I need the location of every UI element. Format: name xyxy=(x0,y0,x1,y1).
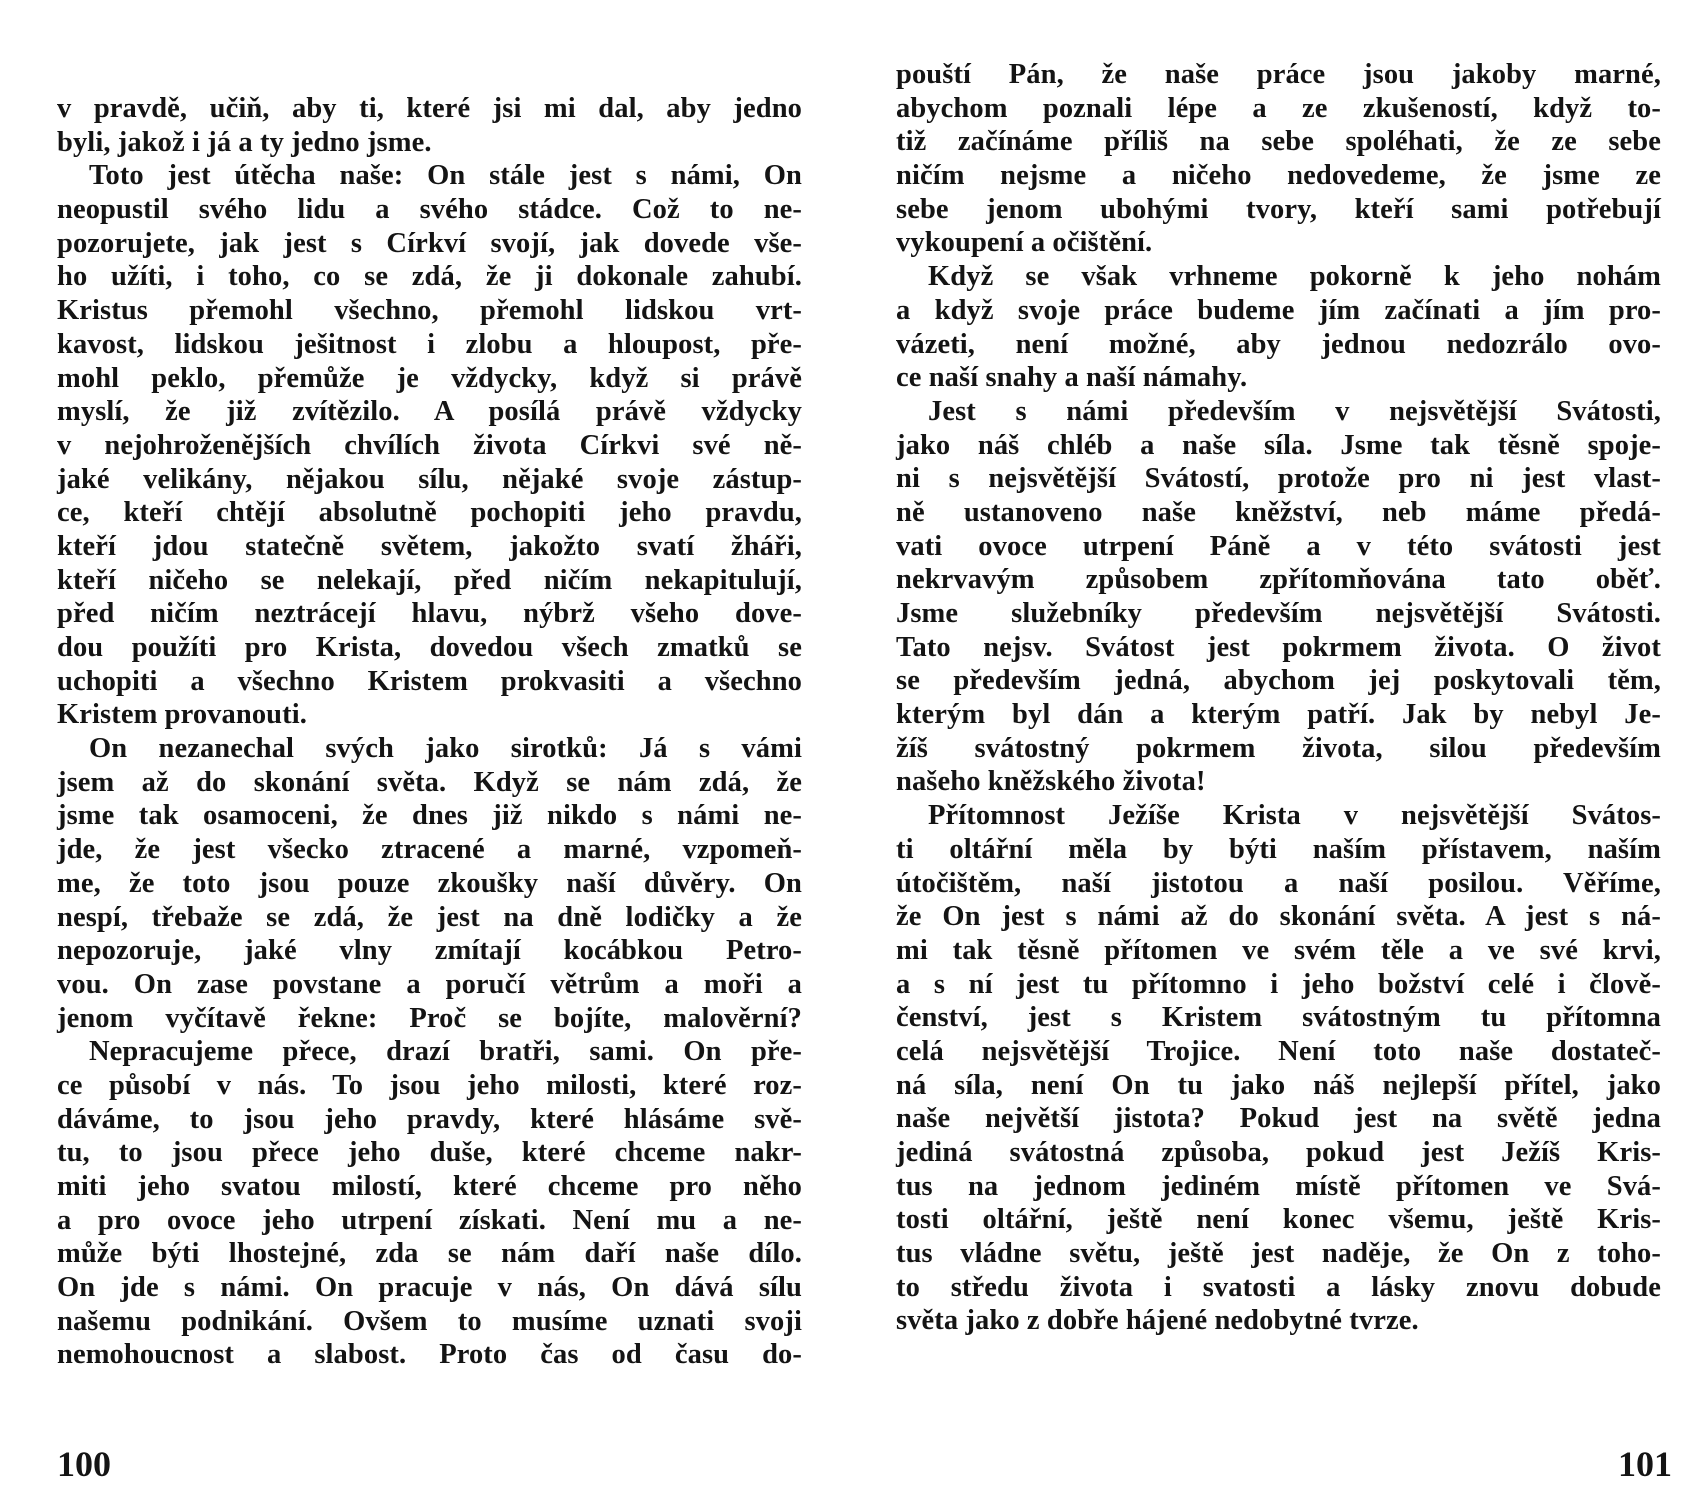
text-line: tiž začínáme příliš na sebe spoléhati, že ze sebe xyxy=(896,126,1661,158)
text-line: Toto jest útěcha naše: On stále jest s námi, On xyxy=(89,160,802,192)
text-line: Kristem provanouti. xyxy=(57,699,307,731)
text-line: tosti oltářní, ještě není konec všemu, ještě Kris- xyxy=(896,1204,1661,1236)
text-line: uchopiti a všechno Kristem prokvasiti a všechno xyxy=(57,665,802,697)
page-number-right: 101 xyxy=(1618,1444,1672,1484)
text-line: v nejohroženějších chvílích života Církvi své ně- xyxy=(57,429,802,461)
text-line: mohl peklo, přemůže je vždycky, když si právě xyxy=(57,362,802,394)
text-line: ničím nejsme a ničeho nedovedeme, že jsme ze xyxy=(896,160,1661,192)
text-line: kavost, lidskou ješitnost i zlobu a hloupost, pře- xyxy=(57,328,802,360)
text-line: ti oltářní měla by býti naším přístavem, naším xyxy=(896,833,1661,865)
text-line: me, že toto jsou pouze zkoušky naší důvěry. On xyxy=(57,867,802,899)
text-line: kteří jdou statečně světem, jakožto svatí žháři, xyxy=(57,530,802,562)
text-line: v pravdě, učiň, aby ti, které jsi mi dal, aby jedno xyxy=(57,93,802,124)
text-line: Tato nejsv. Svátost jest pokrmem života. O život xyxy=(896,631,1661,663)
text-line: jenom vyčítavě řekne: Proč se bojíte, malověrní? xyxy=(57,1002,802,1034)
text-line: jde, že jest všecko ztracené a marné, vzpomeň- xyxy=(57,834,802,866)
text-line: jsem až do skonání světa. Když se nám zdá, že xyxy=(57,766,802,798)
text-line: ni s nejsvětější Svátostí, protože pro ni jest vlast- xyxy=(896,463,1661,495)
text-line: a s ní jest tu přítomno i jeho božství celé i člově- xyxy=(896,968,1661,1000)
text-line: jsme tak osamoceni, že dnes již nikdo s námi ne- xyxy=(57,800,802,832)
text-line: pouští Pán, že naše práce jsou jakoby marné, xyxy=(896,59,1661,90)
text-line: že On jest s námi až do skonání světa. A jest s ná- xyxy=(896,901,1661,933)
text-line: kterým byl dán a kterým patří. Jak by nebyl Je- xyxy=(896,699,1661,731)
text-line: tus na jednom jediném místě přítomen ve Svá- xyxy=(896,1170,1661,1202)
text-line: nespí, třebaže se zdá, že jest na dně lodičky a že xyxy=(57,901,802,933)
text-line: Jsme služebníky především nejsvětější Svátosti. xyxy=(896,598,1661,629)
text-line: vou. On zase povstane a poručí větrům a moři a xyxy=(57,968,802,1000)
text-line: abychom poznali lépe a ze zkušeností, když to- xyxy=(896,92,1661,124)
page-number-left: 100 xyxy=(57,1444,111,1484)
text-line: našemu podnikání. Ovšem to musíme uznati svoji xyxy=(57,1305,802,1337)
text-line: ce, kteří chtějí absolutně pochopiti jeho pravdu, xyxy=(57,497,802,529)
text-line: On nezanechal svých jako sirotků: Já s vámi xyxy=(89,733,802,765)
text-line: miti jeho svatou milostí, které chceme pro něho xyxy=(57,1171,802,1202)
right-page-text xyxy=(896,58,1661,1338)
text-line: On jde s námi. On pracuje v nás, On dává sílu xyxy=(57,1272,802,1304)
text-line: Přítomnost Ježíše Krista v nejsvětější Svátos- xyxy=(928,800,1661,832)
left-page-text xyxy=(57,92,802,1372)
text-line: našeho kněžského života! xyxy=(896,766,1206,798)
text-line: světa jako z dobře hájené nedobytné tvrze. xyxy=(896,1305,1419,1337)
text-line: a pro ovoce jeho utrpení získati. Není mu a ne- xyxy=(57,1204,802,1236)
right-page xyxy=(851,0,1702,1500)
text-line: a když svoje práce budeme jím začínati a jím pro- xyxy=(896,294,1661,326)
text-line: Kristus přemohl všechno, přemohl lidskou vrt- xyxy=(57,295,802,327)
text-line: ce působí v nás. To jsou jeho milosti, které roz- xyxy=(57,1069,802,1101)
text-line: čenství, jest s Kristem svátostným tu přítomna xyxy=(896,1002,1661,1034)
text-line: se především jedná, abychom jej poskytovali těm, xyxy=(896,665,1661,697)
text-line: žíš svátostný pokrmem života, silou především xyxy=(896,732,1661,764)
text-line: vázeti, není možné, aby jednou nedozrálo ovo- xyxy=(896,328,1661,360)
text-line: naše největší jistota? Pokud jest na světě jedna xyxy=(896,1103,1661,1135)
text-line: neopustil svého lidu a svého stádce. Což to ne- xyxy=(57,194,802,226)
text-line: myslí, že již zvítězilo. A posílá právě vždycky xyxy=(57,396,802,428)
text-line: dou použíti pro Krista, dovedou všech zmatků se xyxy=(57,632,802,663)
text-line: jaké velikány, nějakou sílu, nějaké svoje zástup- xyxy=(57,463,802,495)
text-line: nemohoucnost a slabost. Proto čas od času do- xyxy=(57,1339,802,1371)
text-line: ce naší snahy a naší námahy. xyxy=(896,362,1248,394)
text-line: kteří ničeho se nelekají, před ničím nekapitulují, xyxy=(57,564,802,596)
text-line: nepozoruje, jaké vlny zmítají kocábkou Petro- xyxy=(57,935,802,967)
text-line: tu, to jsou přece jeho duše, které chceme nakr- xyxy=(57,1137,802,1169)
text-line: dáváme, to jsou jeho pravdy, které hlásáme svě- xyxy=(57,1103,802,1135)
text-line: byli, jakož i já a ty jedno jsme. xyxy=(57,126,432,158)
text-line: nekrvavým způsobem zpřítomňována tato oběť. xyxy=(896,564,1661,596)
text-line: ná síla, není On tu jako náš nejlepší přítel, jako xyxy=(896,1069,1661,1101)
text-line: celá nejsvětější Trojice. Není toto naše dostateč- xyxy=(896,1035,1661,1067)
text-line: jediná svátostná způsoba, pokud jest Ježíš Kris- xyxy=(896,1137,1661,1168)
text-line: ho užíti, i toho, co se zdá, že ji dokonale zahubí. xyxy=(57,261,802,293)
text-line: vykoupení a očištění. xyxy=(896,227,1153,259)
text-line: jako náš chléb a naše síla. Jsme tak těsně spoje- xyxy=(896,429,1661,461)
text-line: mi tak těsně přítomen ve svém těle a ve své krvi, xyxy=(896,934,1661,966)
text-line: Jest s námi především v nejsvětější Svátosti, xyxy=(928,395,1661,427)
text-line: útočištěm, naší jistotou a naší posilou. Věříme, xyxy=(896,867,1661,899)
text-line: před ničím neztrácejí hlavu, nýbrž všeho dove- xyxy=(57,598,802,630)
text-line: vati ovoce utrpení Páně a v této svátosti jest xyxy=(896,530,1661,562)
text-line: to středu života i svatosti a lásky znovu dobude xyxy=(896,1271,1661,1303)
text-line: sebe jenom ubohými tvory, kteří sami potřebují xyxy=(896,193,1661,225)
text-line: ně ustanoveno naše kněžství, neb máme předá- xyxy=(896,496,1661,528)
text-line: Nepracujeme přece, drazí bratři, sami. On pře- xyxy=(89,1036,802,1068)
text-line: může býti lhostejné, zda se nám daří naše dílo. xyxy=(57,1238,802,1270)
text-line: pozorujete, jak jest s Církví svojí, jak dovede vše- xyxy=(57,227,802,259)
text-line: Když se však vrhneme pokorně k jeho nohám xyxy=(928,261,1661,293)
text-line: tus vládne světu, ještě jest naděje, že On z toho- xyxy=(896,1238,1661,1270)
